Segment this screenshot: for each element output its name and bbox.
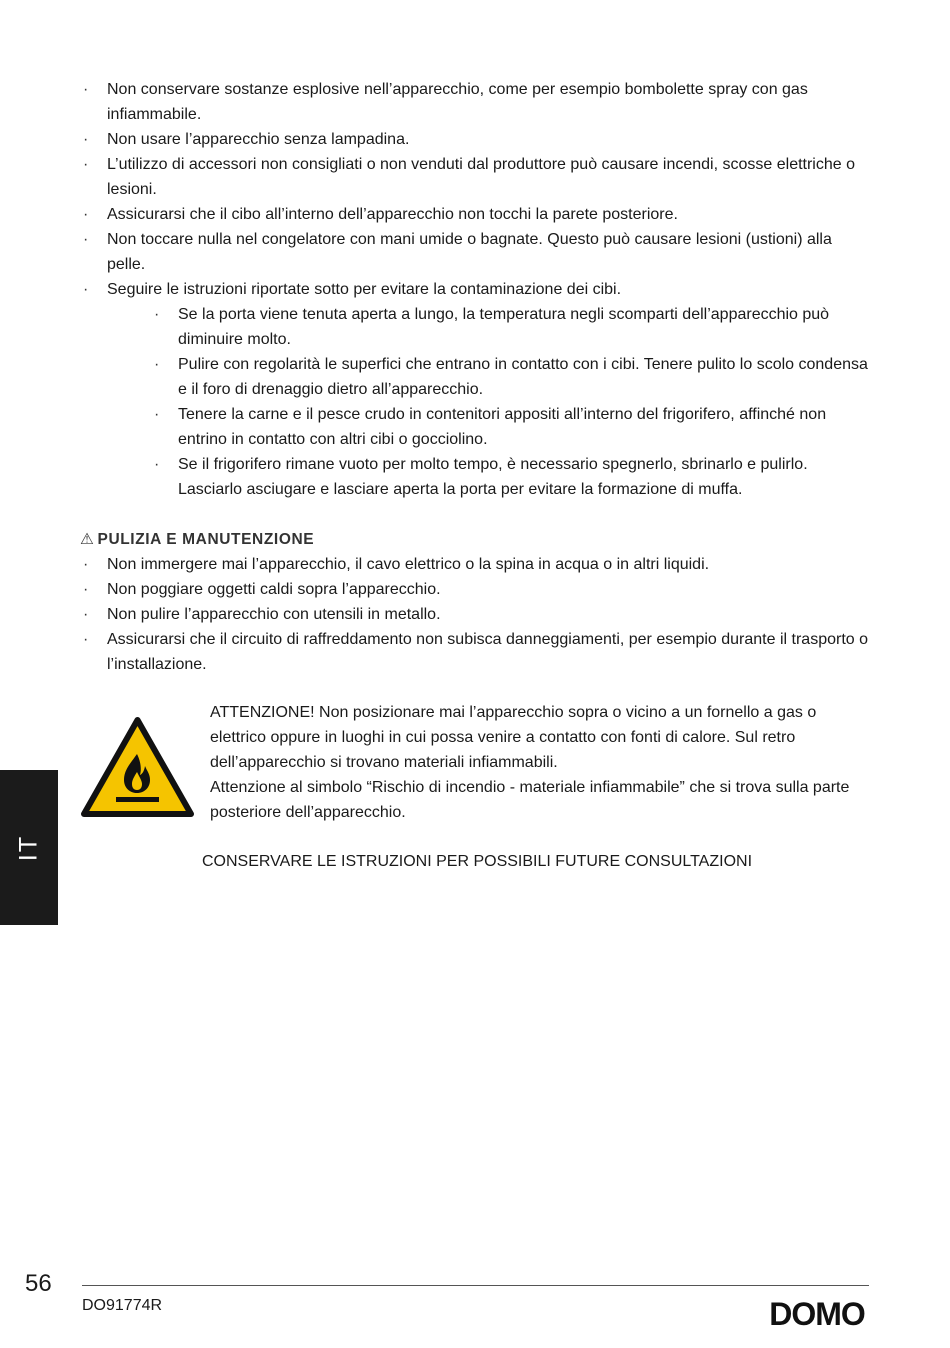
list-item: · Non toccare nulla nel congelatore con mani umide o bagnate. Questo può causare lesioni (ustioni) alla pelle. (80, 227, 870, 277)
list-item: · Non poggiare oggetti caldi sopra l’apparecchio. (80, 577, 870, 602)
sub-list-item: · Pulire con regolarità le superfici che entrano in contatto con i cibi. Tenere pulito lo scolo condensa e il foro di drenaggio dietro all’apparecchio. (151, 352, 870, 402)
footer-divider (82, 1285, 869, 1286)
sub-list-item: · Se il frigorifero rimane vuoto per molto tempo, è necessario spegnerlo, sbrinarlo e pulirlo. Lasciarlo asciugare e lasciare aperta la porta per evitare la formazione di muffa. (151, 452, 870, 502)
safety-list (80, 77, 870, 302)
sub-list-item: · Tenere la carne e il pesce crudo in contenitori appositi all’interno del frigorifero, affinché non entrino in contatto con altri cibi o gocciolino. (151, 402, 870, 452)
page-number: 56 (25, 1270, 52, 1297)
brand-name: DOMO (769, 1296, 865, 1332)
section-title: PULIZIA E MANUTENZIONE (97, 531, 315, 548)
warning-paragraph: ATTENZIONE! Non posizionare mai l’apparecchio sopra o vicino a un fornello a gas o elettrico oppure in luoghi in cui possa venire a contatto con fonti di calore. Sul retro dell’apparecchio si trovano materiali infiammabili. (210, 704, 817, 771)
list-item: · Non usare l’apparecchio senza lampadina. (80, 127, 870, 152)
list-item: · Non pulire l’apparecchio con utensili in metallo. (80, 602, 870, 627)
list-item: · Assicurarsi che il circuito di raffreddamento non subisca danneggiamenti, per esempio durante il trasporto o l’installazione. (80, 627, 870, 677)
food-contamination-list (80, 302, 870, 502)
sub-list-item: · Se la porta viene tenuta aperta a lungo, la temperatura negli scomparti dell’apparecchio può diminuire molto. (151, 302, 870, 352)
cleaning-list (80, 552, 870, 677)
list-item: · Non immergere mai l’apparecchio, il cavo elettrico o la spina in acqua o in altri liquidi. (80, 552, 870, 577)
warning-triangle-icon: ⚠ (80, 531, 95, 548)
list-item: · Non conservare sostanze esplosive nell’apparecchio, come per esempio bombolette spray con gas infiammabile. (80, 77, 870, 127)
warning-paragraph: Attenzione al simbolo “Rischio di incendio - materiale infiammabile” che si trova sulla parte posteriore dell’apparecchio. (210, 779, 850, 821)
language-label: IT (14, 834, 43, 861)
keep-instructions-note: CONSERVARE LE ISTRUZIONI PER POSSIBILI FUTURE CONSULTAZIONI (202, 853, 753, 870)
main-content (80, 77, 870, 677)
section-heading (80, 527, 870, 552)
list-item: · Assicurarsi che il cibo all’interno dell’apparecchio non tocchi la parete posteriore. (80, 202, 870, 227)
domo-logo (765, 1293, 870, 1333)
list-item: · Seguire le istruzioni riportate sotto per evitare la contaminazione dei cibi. (80, 277, 870, 302)
language-tab (0, 770, 58, 925)
list-item: · L’utilizzo di accessori non consigliati o non venduti dal produttore può causare incendi, scosse elettriche o lesioni. (80, 152, 870, 202)
fire-warning-block (80, 700, 870, 825)
model-number: DO91774R (82, 1297, 163, 1314)
warning-text (210, 700, 870, 825)
flammable-warning-icon (80, 716, 195, 818)
